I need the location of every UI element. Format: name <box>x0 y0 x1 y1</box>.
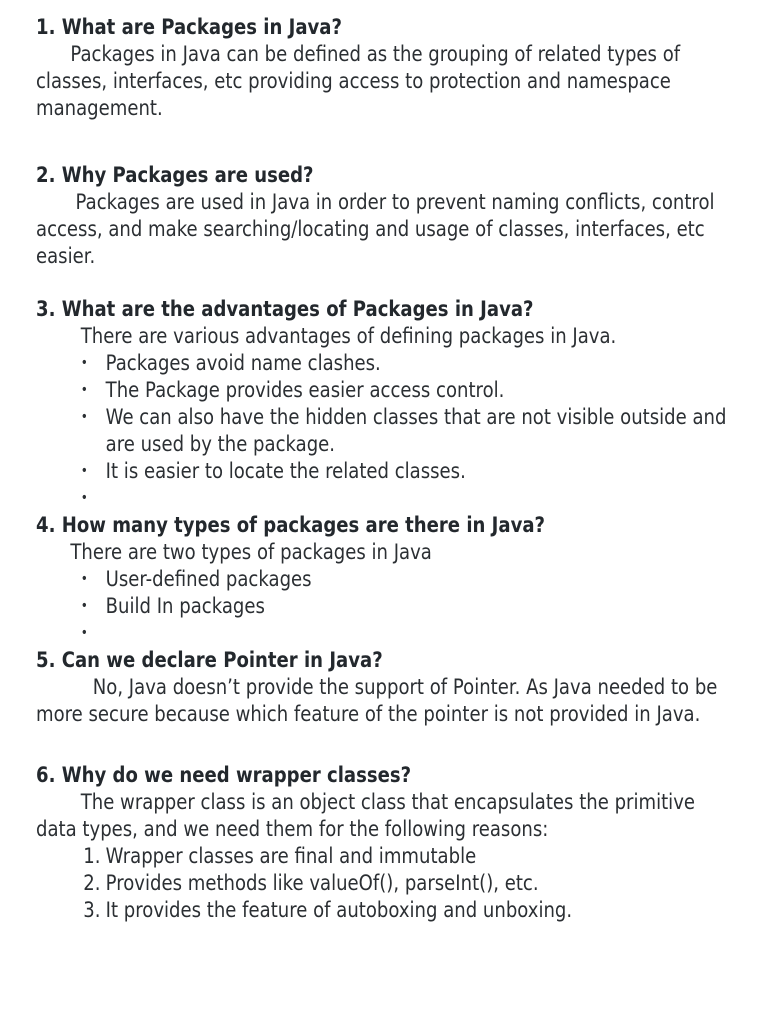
list-item-text: Wrapper classes are final and immutable <box>105 844 477 868</box>
list-item-text: It is easier to locate the related classes. <box>105 459 466 483</box>
bullet-icon: • <box>80 571 88 587</box>
list-item <box>36 350 736 377</box>
question-heading: 6. Why do we need wrapper classes? <box>36 763 412 787</box>
list-item-text: We can also have the hidden classes that are not visible outside and are used by the package. <box>105 405 727 456</box>
list-item-text: It provides the feature of autoboxing and unboxing. <box>105 898 573 922</box>
numbered-list <box>36 843 736 924</box>
list-item-text: Packages avoid name clashes. <box>105 351 381 375</box>
list-item <box>36 485 736 512</box>
answer-paragraph: No, Java doesn’t provide the support of Pointer. As Java needed to be more secure because which feature of the pointer is not provided in Java. <box>36 675 718 726</box>
list-number: 1. <box>83 844 101 868</box>
section-4 <box>36 512 736 647</box>
list-item-text: User-defined packages <box>105 567 312 591</box>
bullet-list <box>36 566 736 647</box>
bullet-icon: • <box>80 490 88 506</box>
list-item <box>36 870 736 897</box>
list-item-text: Build In packages <box>105 594 265 618</box>
answer-paragraph: The wrapper class is an object class that encapsulates the primitive data types, and we need them for the following reasons: <box>36 790 696 841</box>
list-number: 3. <box>83 898 101 922</box>
answer-paragraph: Packages are used in Java in order to prevent naming conflicts, control access, and make searching/locating and usage of classes, interfaces, etc easier. <box>36 190 715 268</box>
bullet-icon: • <box>80 625 88 641</box>
list-item <box>36 897 736 924</box>
document-body <box>36 14 736 924</box>
answer-intro: There are various advantages of defining packages in Java. <box>80 324 617 348</box>
list-item-text: Provides methods like valueOf(), parseInt(), etc. <box>105 871 539 895</box>
list-item <box>36 566 736 593</box>
bullet-icon: • <box>80 463 88 479</box>
bullet-icon: • <box>80 355 88 371</box>
section-1 <box>36 14 736 122</box>
bullet-icon: • <box>80 382 88 398</box>
answer-paragraph: Packages in Java can be defined as the grouping of related types of classes, interfaces, etc providing access to protection and namespace management. <box>36 42 681 120</box>
question-heading: 3. What are the advantages of Packages in Java? <box>36 297 534 321</box>
list-item <box>36 843 736 870</box>
section-3 <box>36 296 736 512</box>
list-number: 2. <box>83 871 101 895</box>
list-item <box>36 377 736 404</box>
list-item <box>36 404 736 458</box>
question-heading: 1. What are Packages in Java? <box>36 15 342 39</box>
list-item <box>36 593 736 620</box>
section-2 <box>36 162 736 270</box>
bullet-icon: • <box>80 409 88 425</box>
bullet-icon: • <box>80 598 88 614</box>
answer-intro: There are two types of packages in Java <box>70 540 432 564</box>
list-item <box>36 458 736 485</box>
list-item <box>36 620 736 647</box>
question-heading: 2. Why Packages are used? <box>36 163 314 187</box>
list-item-text: The Package provides easier access control. <box>105 378 505 402</box>
bullet-list <box>36 350 736 512</box>
section-5 <box>36 647 736 728</box>
section-6 <box>36 762 736 924</box>
question-heading: 4. How many types of packages are there in Java? <box>36 513 546 537</box>
question-heading: 5. Can we declare Pointer in Java? <box>36 648 383 672</box>
